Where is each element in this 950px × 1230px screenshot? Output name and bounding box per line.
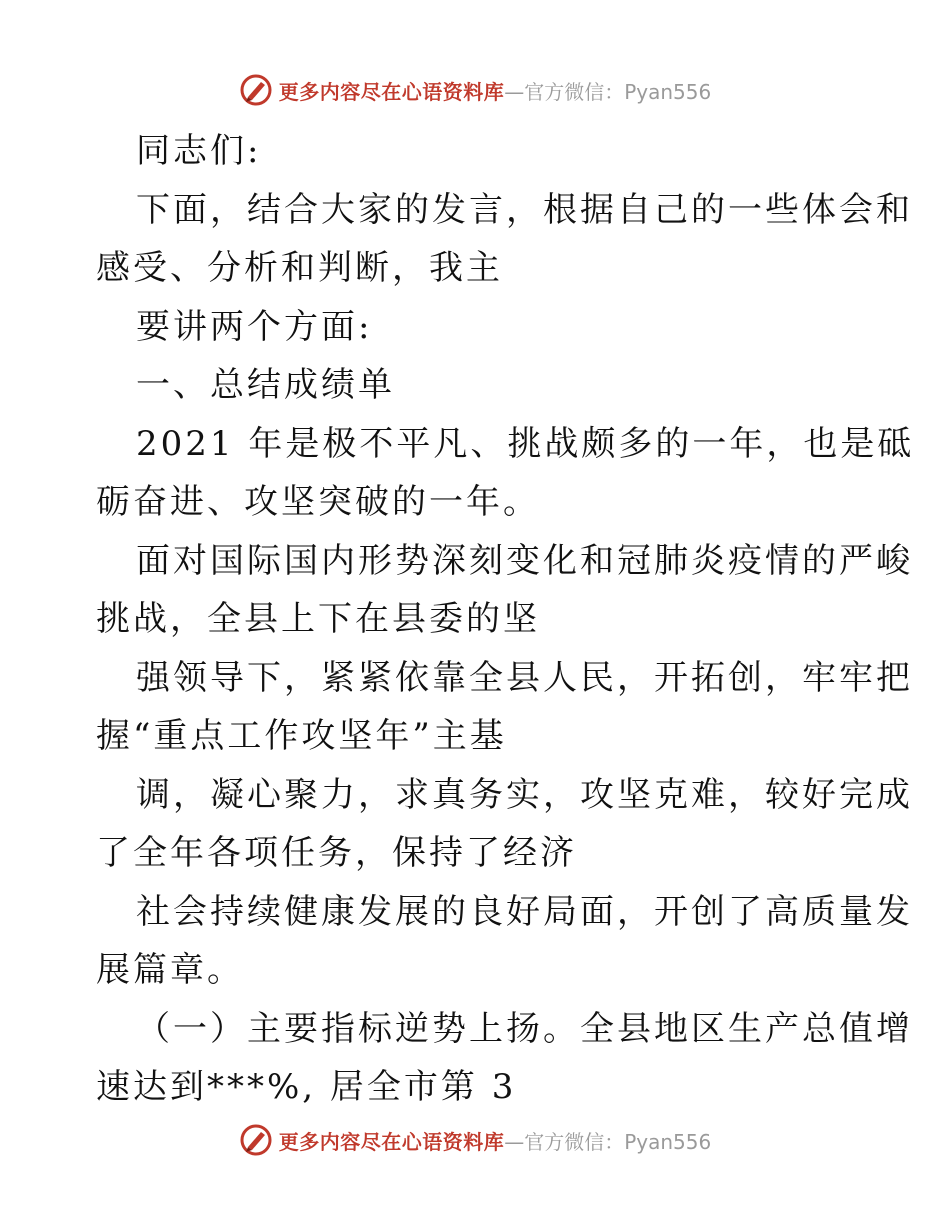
- text-line: 面对国际国内形势深刻变化和冠肺炎疫情的严峻: [136, 540, 913, 581]
- footer-brand-text: 更多内容尽在心语资料库: [278, 1129, 505, 1154]
- text-line: 速达到***%, 居全市第 3: [96, 1067, 517, 1107]
- header-brand-text: 更多内容尽在心语资料库: [278, 79, 505, 104]
- text-line: 感受、分析和判断，我主: [96, 248, 503, 288]
- text-line: 挑战，全县上下在县委的坚: [96, 599, 540, 639]
- text-line: 调，凝心聚力，求真务实，攻坚克难，较好完成: [136, 774, 913, 815]
- text-line: 下面，结合大家的发言，根据自己的一些体会和: [136, 189, 913, 230]
- header-watermark: [0, 70, 950, 110]
- text-line: 社会持续健康发展的良好局面，开创了高质量发: [136, 891, 913, 932]
- text-line: 2021 年是极不平凡、挑战颇多的一年，也是砥: [136, 423, 915, 464]
- text-line: 要讲两个方面:: [136, 306, 373, 347]
- subsection-heading: （一）主要指标逆势上扬。全县地区生产总值增: [136, 1008, 913, 1049]
- header-contact-text: —官方微信：Pyan556: [504, 79, 712, 104]
- document-body: [96, 122, 915, 1117]
- text-line: 同志们:: [136, 131, 262, 171]
- text-line: 了全年各项任务，保持了经济: [96, 833, 577, 873]
- section-heading: 一、总结成绩单: [136, 365, 395, 405]
- text-line: 砺奋进、攻坚突破的一年。: [96, 482, 540, 522]
- footer-watermark: [0, 1120, 950, 1160]
- text-line: 强领导下，紧紧依靠全县人民，开拓创，牢牢把: [136, 657, 913, 698]
- pen-logo-icon: [239, 73, 273, 107]
- text-line: 展篇章。: [96, 950, 244, 990]
- pen-logo-icon: [239, 1123, 273, 1157]
- text-line: 握“重点工作攻坚年”主基: [96, 716, 507, 756]
- footer-contact-text: —官方微信：Pyan556: [504, 1129, 712, 1154]
